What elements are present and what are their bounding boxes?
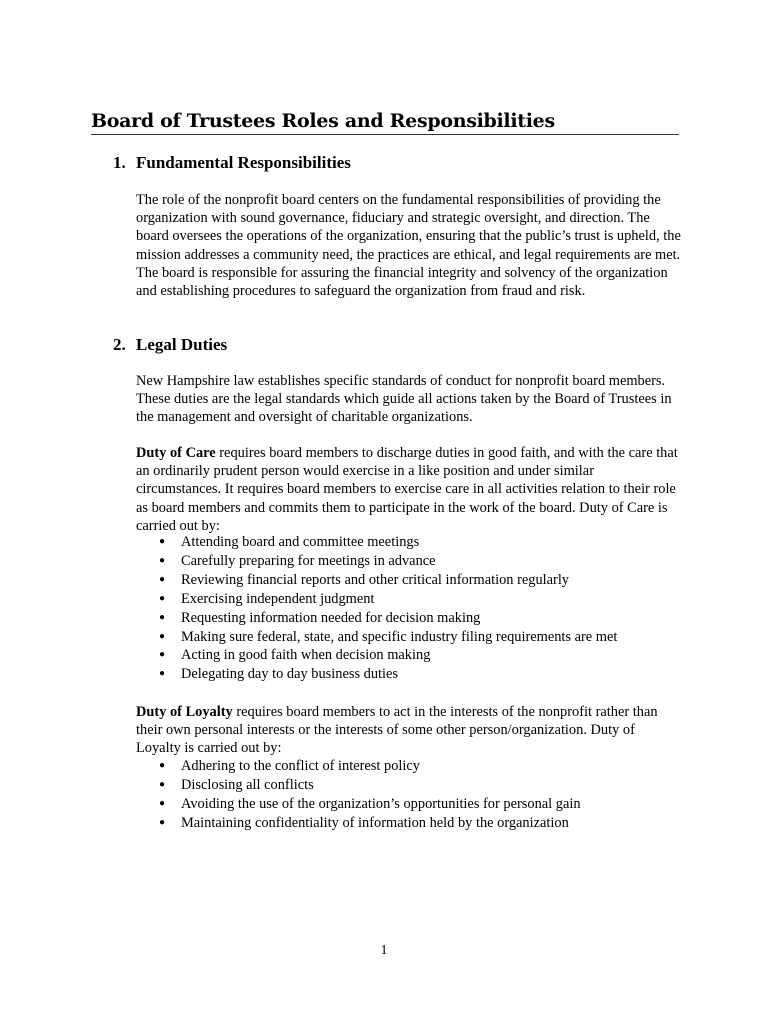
list-item-text: Reviewing financial reports and other critical information regularly: [181, 571, 570, 588]
bullet-icon: ●: [159, 778, 166, 790]
section-heading-legal-duties: [113, 334, 227, 356]
list-item-text: Carefully preparing for meetings in advance: [181, 552, 436, 569]
list-item: [136, 533, 682, 552]
list-item-text: Maintaining confidentiality of information held by the organization: [181, 814, 569, 831]
duty-of-loyalty-paragraph: [136, 703, 682, 758]
list-item: [136, 609, 682, 628]
bullet-icon: ●: [159, 536, 166, 547]
list-item-text: Attending board and committee meetings: [181, 534, 420, 550]
list-item-text: Disclosing all conflicts: [181, 776, 314, 793]
list-item: [136, 590, 682, 609]
bullet-icon: ●: [159, 760, 166, 771]
bullet-icon: ●: [159, 573, 166, 585]
list-item-text: Requesting information needed for decision making: [181, 609, 481, 626]
list-item: [136, 665, 682, 684]
page-number: 1: [380, 943, 388, 958]
list-item: [136, 628, 682, 647]
legal-duties-paragraph: New Hampshire law establishes specific standards of conduct for nonprofit board members. These duties are the legal standards which guide all actions taken by the Board of Trustees in the management and oversight of charitable organizations.: [136, 373, 672, 426]
list-item-text: Exercising independent judgment: [181, 590, 375, 607]
bullet-icon: ●: [159, 668, 166, 680]
duty-of-care-text: requires board members to discharge duties in good faith, and with the care that an ordinarily prudent person would exercise in a like position and under similar circumstances. It requires board members to exercise care in all activities relation to their role as board members and commits them to participate in the work of the board. Duty of Care is carried out by:: [136, 445, 678, 534]
duty-of-loyalty-term: Duty of Loyalty: [136, 704, 233, 720]
list-item-text: Making sure federal, state, and specific industry filing requirements are met: [181, 628, 618, 645]
document-title: Board of Trustees Roles and Responsibilities: [91, 107, 679, 135]
bullet-icon: ●: [159, 797, 166, 809]
list-item-text: Delegating day to day business duties: [181, 666, 399, 683]
bullet-icon: ●: [159, 611, 166, 623]
list-item: [136, 552, 682, 571]
list-item: [136, 795, 682, 814]
duty-of-care-list: [136, 533, 682, 684]
bullet-icon: ●: [159, 816, 166, 828]
section-heading-fundamental-responsibilities: [113, 152, 351, 174]
section-number: 1.: [113, 153, 126, 172]
list-item: [136, 571, 682, 590]
section-title: Fundamental Responsibilities: [136, 153, 351, 172]
duty-of-care-term: Duty of Care: [136, 445, 216, 461]
list-item: [136, 776, 682, 795]
list-item: [136, 757, 682, 776]
section-number: 2.: [113, 335, 126, 354]
list-item-text: Acting in good faith when decision making: [181, 647, 431, 664]
bullet-icon: ●: [159, 649, 166, 661]
list-item: [136, 814, 682, 833]
duty-of-loyalty-text: requires board members to act in the interests of the nonprofit rather than their own personal interests or the interests of some other person/organization. Duty of Loyalty is carried out by:: [136, 704, 658, 757]
list-item-text: Adhering to the conflict of interest policy: [181, 758, 420, 774]
fundamental-responsibilities-paragraph: The role of the nonprofit board centers on the fundamental responsibilities of providing the organization with sound governance, fiduciary and strategic oversight, and direction. The board oversees the operations of the organization, ensuring that the public’s trust is upheld, the mission addresses a community need, the practices are ethical, and legal requirements are met. The board is responsible for assuring the financial integrity and solvency of the organization and establishing procedures to safeguard the organization from fraud and risk.: [136, 192, 681, 300]
bullet-icon: ●: [159, 554, 166, 566]
section-title: Legal Duties: [136, 335, 228, 354]
bullet-icon: ●: [159, 630, 166, 642]
list-item-text: Avoiding the use of the organization’s opportunities for personal gain: [181, 795, 581, 812]
list-item: [136, 646, 682, 665]
duty-of-loyalty-list: [136, 757, 682, 833]
bullet-icon: ●: [159, 592, 166, 604]
duty-of-care-paragraph: [136, 444, 682, 535]
